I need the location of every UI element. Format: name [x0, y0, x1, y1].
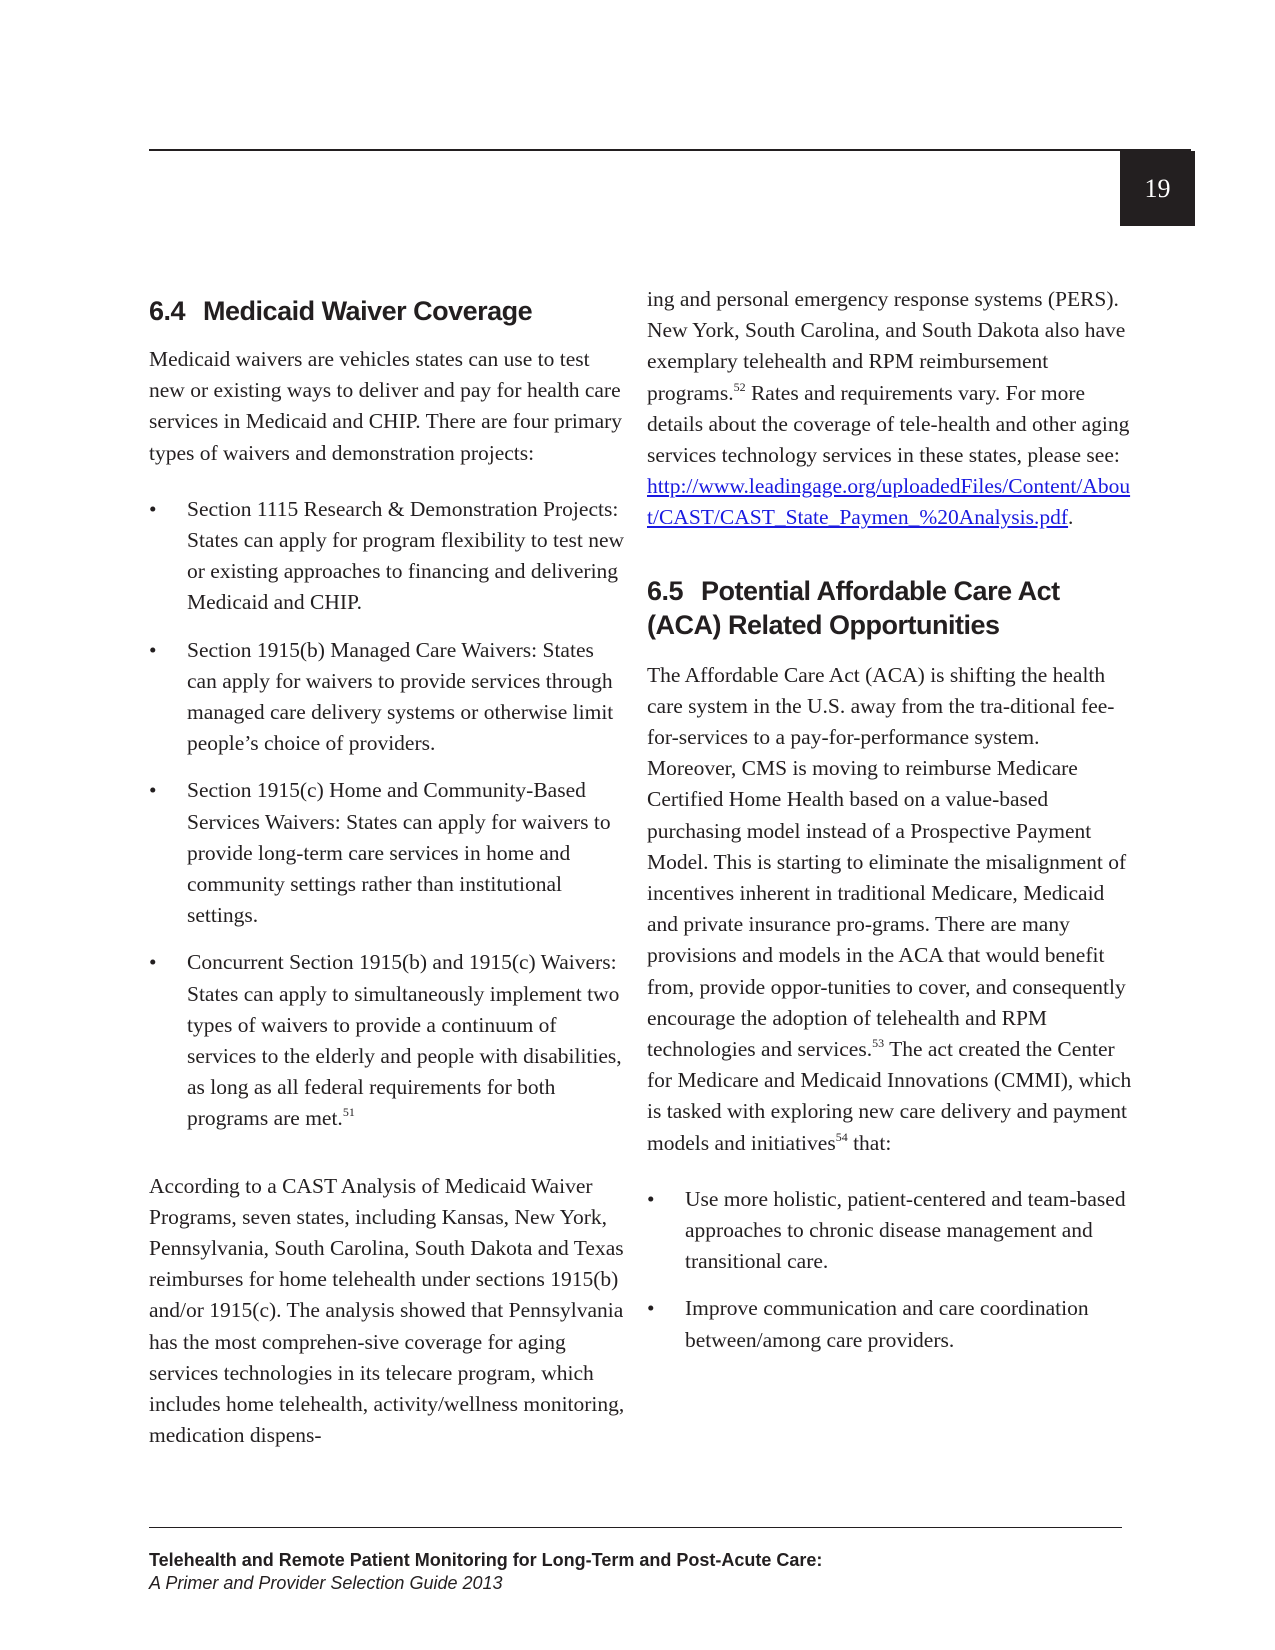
continued-text: Rates and requirements vary. For more details about the coverage of tele-health and other aging services technology services in these states, please see:: [647, 380, 1130, 468]
list-item-text: Concurrent Section 1915(b) and 1915(c) Waivers: States can apply to simultaneously implement two types of waivers to provide a continuum of services to the elderly and people with disabilities, as long as all federal requirements for both programs are met.: [187, 950, 622, 1131]
right-column: [647, 287, 1132, 1356]
section-number: 6.5: [647, 575, 684, 606]
list-item-text: Section 1915(c) Home and Community-Based Services Waivers: States can apply for waivers to provide long-term care services in home and community settings rather than institutional settings.: [187, 778, 611, 928]
intro-paragraph: Medicaid waivers are vehicles states can use to test new or existing ways to deliver and pay for health care services in Medicaid and CHIP. There are four primary types of waivers and demonstration projects:: [149, 347, 623, 465]
footnote-ref: 52: [733, 379, 746, 394]
section-title: Medicaid Waiver Coverage: [203, 296, 533, 326]
cast-analysis-link[interactable]: http://www.leadingage.org/uploadedFiles/Content/About/CAST/CAST_State_Paymen_%20Analysis.pdf: [647, 474, 1131, 530]
footer: [149, 1549, 1049, 1595]
top-rule: [149, 149, 1191, 151]
period: .: [1068, 505, 1074, 530]
section-number: 6.4: [149, 296, 186, 326]
cmmi-list: [647, 1184, 1132, 1356]
aca-text: The Affordable Care Act (ACA) is shifting the health care system in the U.S. away from the tra-ditional fee-for-services to a pay-for-performance system. Moreover, CMS is moving to reimburse Medicare Certified Home Health based on a value-based purchasing model instead of a Prospective Payment Model. This is starting to eliminate the misalignment of incentives inherent in traditional Medicare, Medicaid and private insurance pro-grams. There are many provisions and models in the ACA that would benefit from, provide oppor-tunities to cover, and consequently encourage the adoption of telehealth and RPM technologies and services.: [647, 662, 1127, 1062]
cast-analysis-paragraph: According to a CAST Analysis of Medicaid Waiver Programs, seven states, including Kansas, New York, Pennsylvania, South Carolina, South Dakota and Texas reimburses for home telehealth under sections 1915(b) and/or 1915(c). The analysis showed that Pennsylvania has the most comprehen-sive coverage for aging services technologies in its telecare program, which includes home telehealth, activity/wellness monitoring, medication dispens-: [149, 1173, 625, 1448]
bullet-icon: •: [149, 778, 157, 803]
list-item-text: Use more holistic, patient-centered and team-based approaches to chronic disease management and transitional care.: [685, 1186, 1126, 1274]
continued-paragraph: [647, 284, 1132, 534]
list-item: [647, 1293, 1132, 1355]
bullet-icon: •: [149, 950, 157, 975]
continued-text: ing and personal emergency response systems (PERS). New York, South Carolina, and South Dakota also have exemplary telehealth and RPM reimbursement programs.: [647, 287, 1126, 405]
bullet-icon: •: [149, 496, 157, 521]
list-item: [149, 947, 629, 1134]
list-item: [149, 775, 629, 931]
footer-title: Telehealth and Remote Patient Monitoring for Long-Term and Post-Acute Care:: [149, 1550, 823, 1570]
aca-text: that:: [847, 1130, 892, 1155]
aca-text: The act created the Center for Medicare and Medicaid Innovations (CMMI), which is tasked with exploring new care delivery and payment models and initiatives: [647, 1037, 1132, 1155]
list-item: [647, 1184, 1132, 1278]
bullet-icon: •: [647, 1296, 655, 1321]
section-heading-6-4: [149, 294, 629, 328]
footnote-ref: 54: [835, 1129, 848, 1144]
footnote-ref: 51: [342, 1105, 355, 1120]
list-item: [149, 494, 629, 619]
left-column: [149, 290, 629, 1452]
footnote-ref: 53: [872, 1036, 885, 1051]
footer-subtitle: A Primer and Provider Selection Guide 2013: [149, 1573, 503, 1593]
bullet-icon: •: [647, 1186, 655, 1211]
bullet-icon: •: [149, 637, 157, 662]
page-number: 19: [1120, 151, 1195, 226]
section-heading-6-5: [647, 574, 1132, 642]
section-title: Potential Affordable Care Act (ACA) Related Opportunities: [647, 575, 1060, 640]
list-item: [149, 635, 629, 760]
bottom-rule: [149, 1527, 1122, 1528]
aca-paragraph: [647, 660, 1132, 1159]
list-item-text: Improve communication and care coordination between/among care providers.: [685, 1296, 1089, 1352]
waiver-list: [149, 494, 629, 1135]
list-item-text: Section 1115 Research & Demonstration Projects: States can apply for program flexibility to test new or existing approaches to financing and delivering Medicaid and CHIP.: [187, 496, 625, 615]
list-item-text: Section 1915(b) Managed Care Waivers: States can apply for waivers to provide services through managed care delivery systems or otherwise limit people’s choice of providers.: [187, 637, 614, 756]
